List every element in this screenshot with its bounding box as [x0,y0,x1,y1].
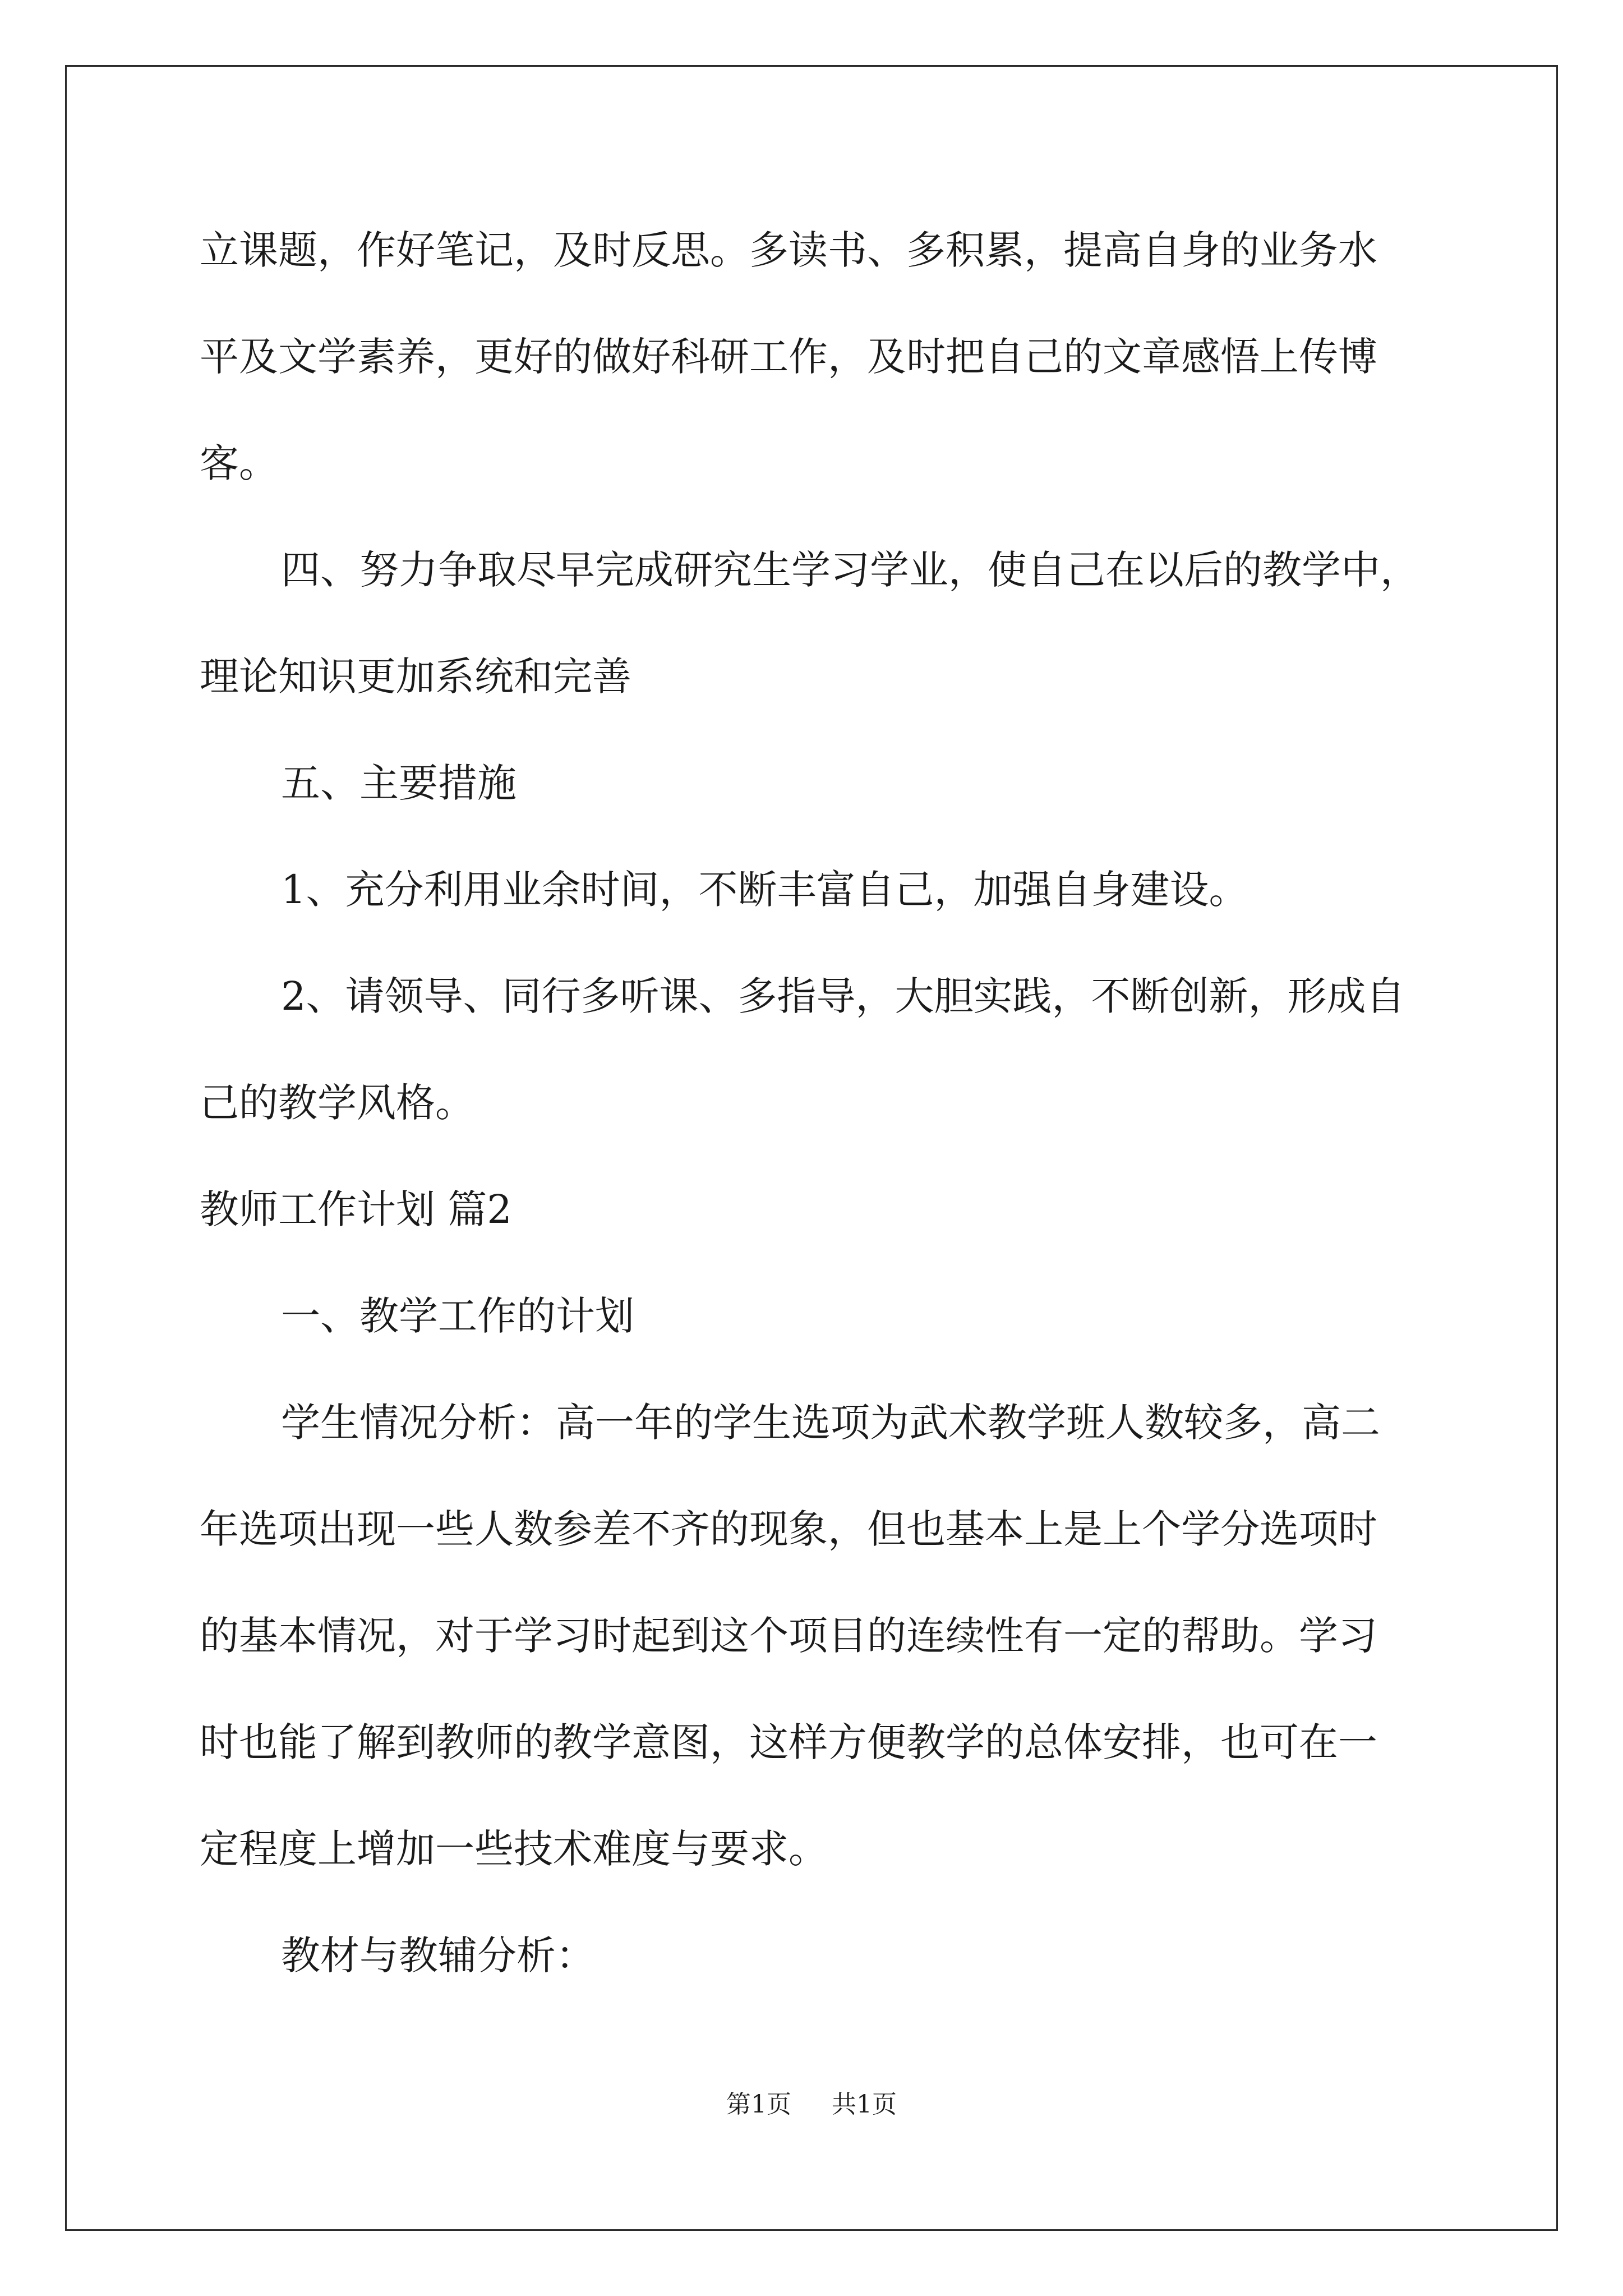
body-line: 己的教学风格。 [200,1080,474,1126]
body-line: 年选项出现一些人数参差不齐的现象，但也基本上是上个学分选项时 [200,1506,1377,1552]
page-footer [0,2088,1623,2122]
body-line: 定程度上增加一些技术难度与要求。 [200,1826,828,1872]
section-heading: 五、主要措施 [281,760,517,806]
article-title: 教师工作计划 篇2 [200,1186,512,1232]
body-line: 平及文学素养，更好的做好科研工作，及时把自己的文章感悟上传博 [200,334,1377,380]
paragraph-line: 教材与教辅分析： [281,1932,595,1978]
section-heading: 一、教学工作的计划 [281,1293,634,1339]
body-line: 时也能了解到教师的教学意图，这样方便教学的总体安排，也可在一 [200,1719,1377,1765]
paragraph-line: 四、努力争取尽早完成研究生学习学业，使自己在以后的教学中， [281,547,1419,593]
list-item: 2、请领导、同行多听课、多指导，大胆实践，不断创新，形成自 [281,973,1405,1019]
page-frame [65,65,1558,2231]
page-total: 共1页 [832,2090,897,2119]
list-item: 1、充分利用业余时间，不断丰富自己，加强自身建设。 [281,867,1248,913]
page-number: 第1页 [726,2090,791,2119]
body-line: 的基本情况，对于学习时起到这个项目的连续性有一定的帮助。学习 [200,1613,1377,1659]
body-line: 客。 [200,440,278,486]
body-line: 理论知识更加系统和完善 [200,654,631,700]
body-line: 立课题，作好笔记，及时反思。多读书、多积累，提高自身的业务水 [200,227,1377,273]
paragraph-line: 学生情况分析：高一年的学生选项为武术教学班人数较多，高二 [281,1400,1380,1446]
